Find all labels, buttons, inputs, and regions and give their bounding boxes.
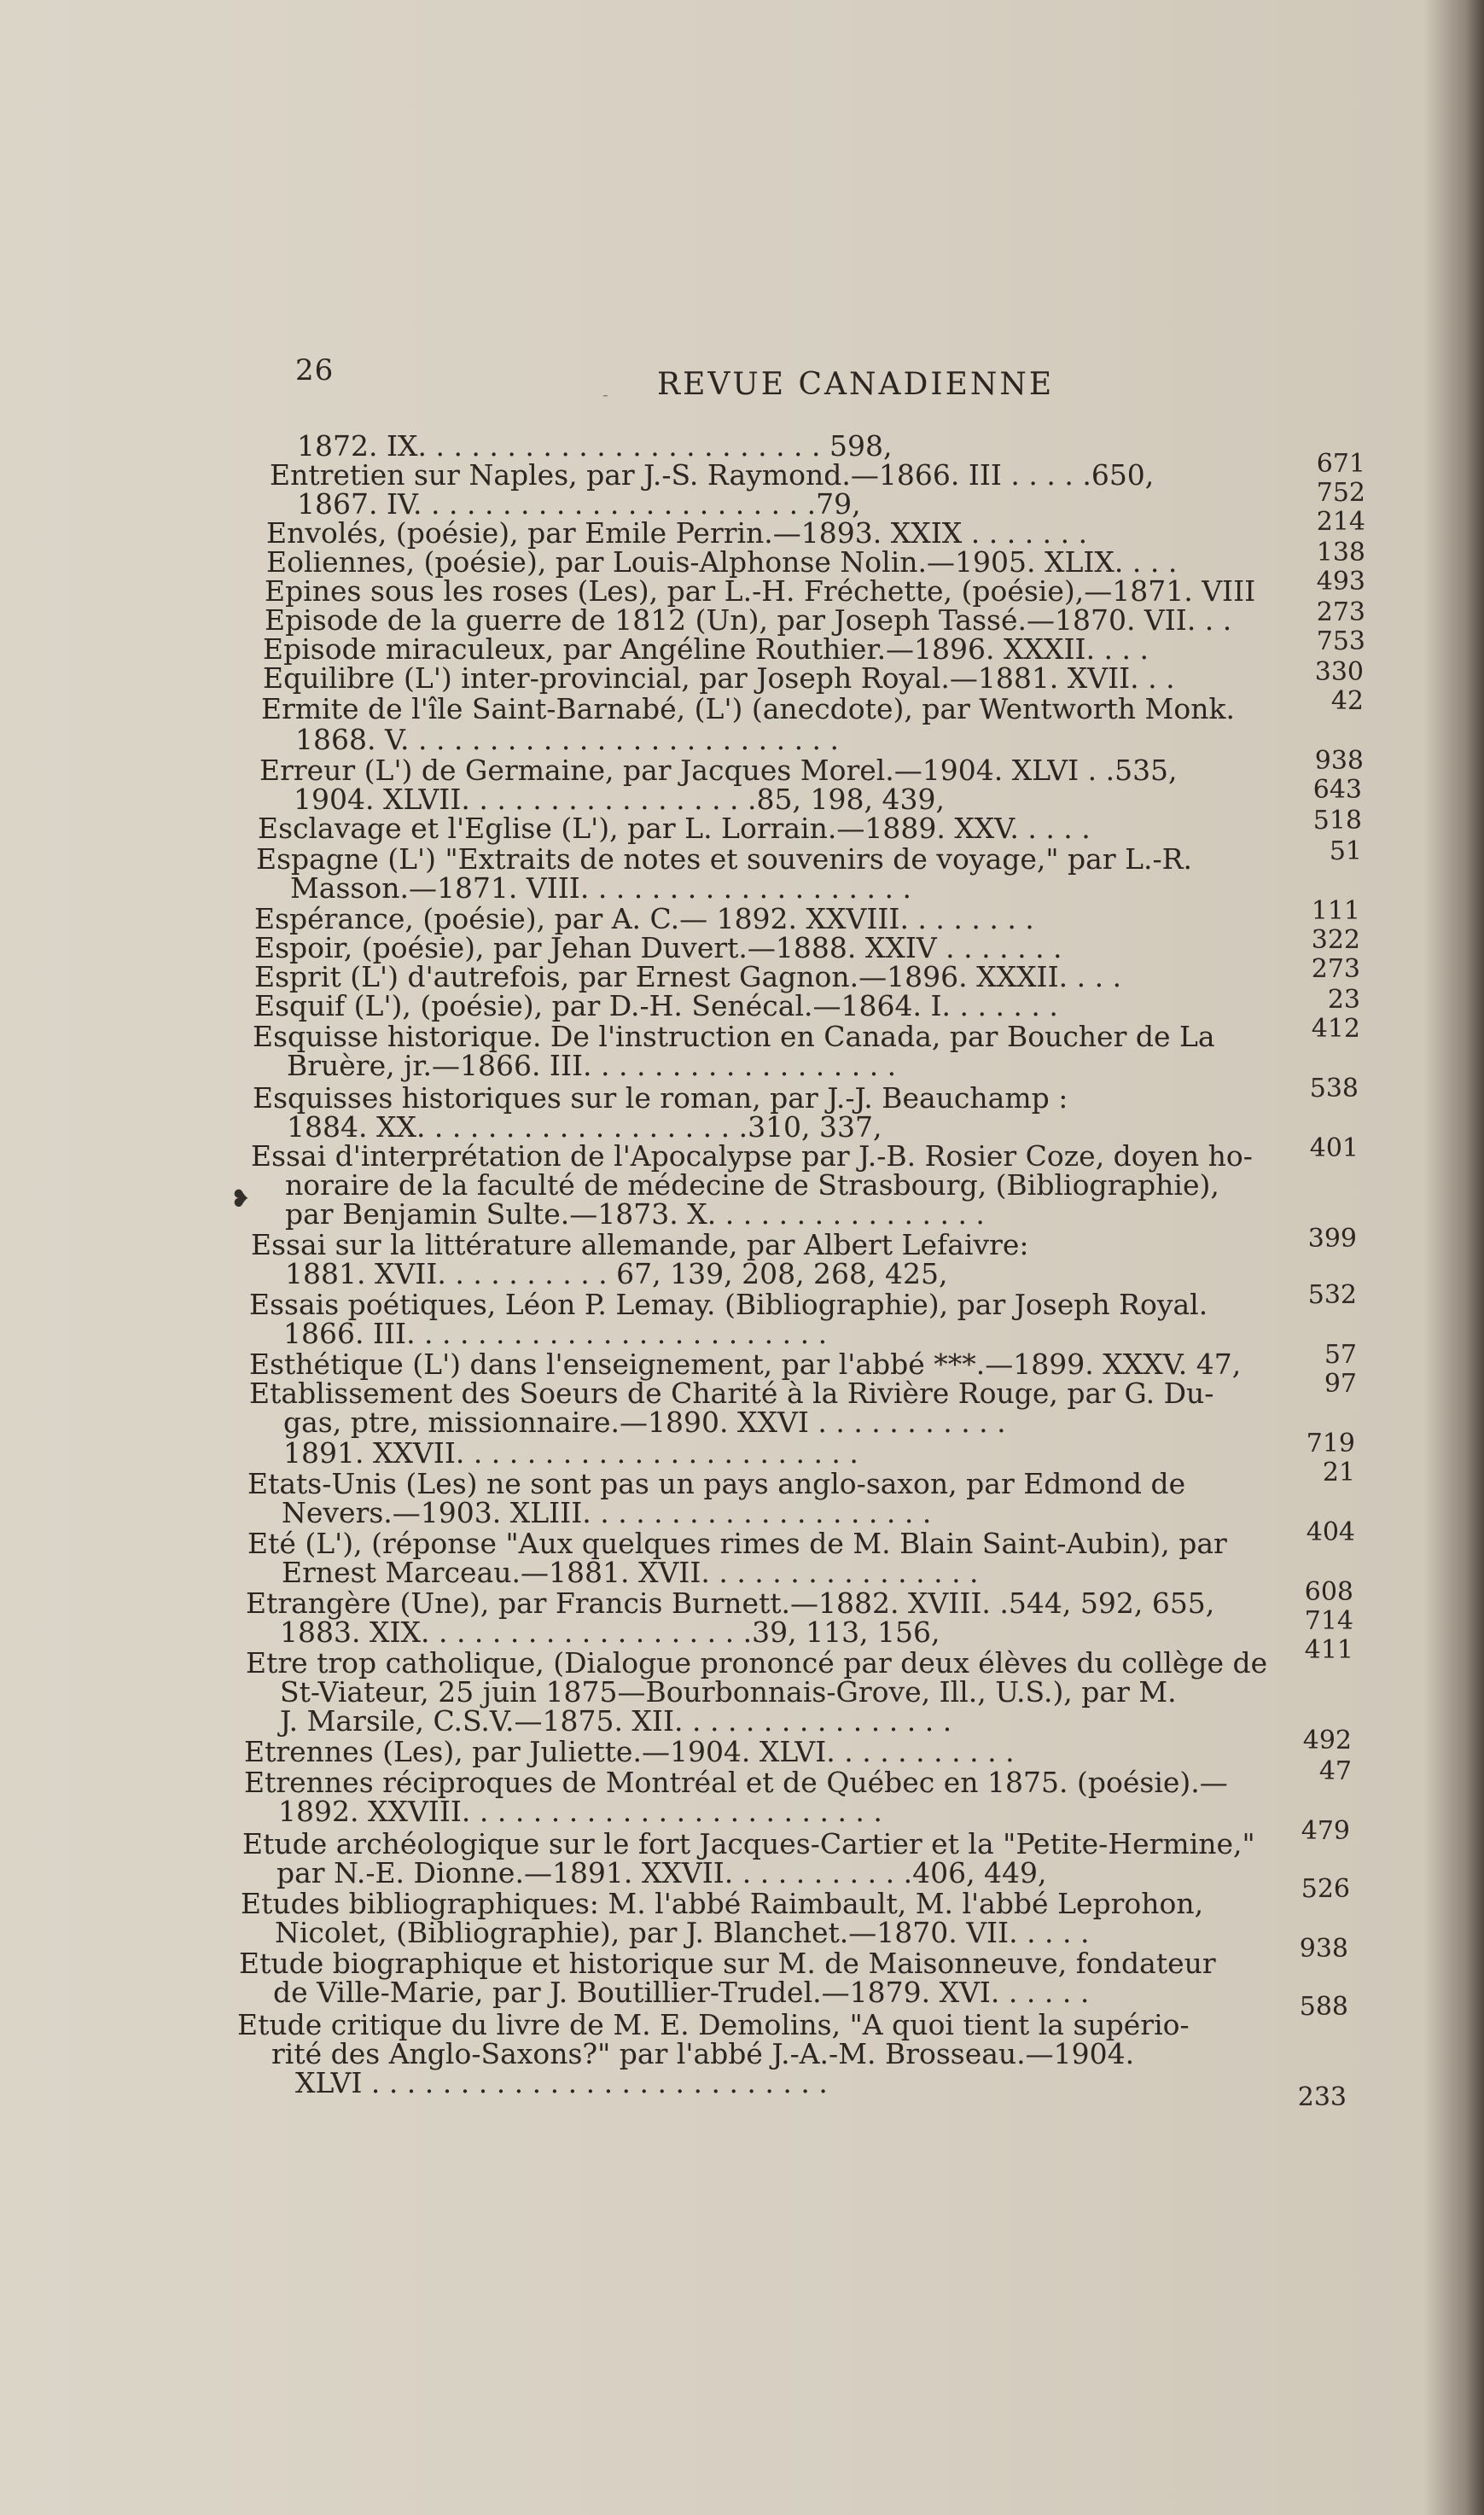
- index-line: noraire de la faculté de médecine de Strasbourg, (Bibliographie),: [285, 1168, 1219, 1202]
- index-line: par N.-E. Dionne.—1891. XXVII. . . . . . . . . . .406, 449,: [276, 1856, 1047, 1889]
- index-line: Etrangère (Une), par Francis Burnett.—1882. XVIII. .544, 592, 655,: [246, 1586, 1215, 1620]
- page-reference: 23: [1327, 985, 1360, 1015]
- index-line: Etude biographique et historique sur M. de Maisonneuve, fondateur: [239, 1947, 1216, 1980]
- index-line: Essai d'interprétation de l'Apocalypse par J.-B. Rosier Coze, doyen ho-: [251, 1139, 1253, 1173]
- index-line: Esclavage et l'Eglise (L'), par L. Lorrain.—1889. XXV. . . . .: [258, 812, 1091, 845]
- page-reference: 608: [1304, 1577, 1353, 1607]
- index-line: 1872. IX. . . . . . . . . . . . . . . . . . . . . . . 598,: [297, 429, 893, 463]
- page-reference: 97: [1324, 1369, 1357, 1399]
- index-line: Ernest Marceau.—1881. XVII. . . . . . . . . . . . . . . .: [282, 1556, 979, 1589]
- index-line: Esprit (L') d'autrefois, par Ernest Gagnon.—1896. XXXII. . . .: [254, 960, 1122, 993]
- page-reference: 47: [1318, 1756, 1352, 1786]
- page-reference: 643: [1312, 775, 1362, 805]
- page-reference: 752: [1316, 478, 1365, 508]
- page-reference: 404: [1306, 1517, 1355, 1547]
- page-reference: 401: [1309, 1133, 1359, 1163]
- page-reference: 273: [1311, 954, 1360, 984]
- index-line: Equilibre (L') inter-provincial, par Joseph Royal.—1881. XVII. . .: [263, 661, 1175, 695]
- margin-mark: ❥: [230, 1185, 251, 1213]
- page-reference: 51: [1329, 836, 1362, 866]
- index-line: 1891. XXVII. . . . . . . . . . . . . . . . . . . . . . .: [283, 1436, 858, 1470]
- page-reference: 671: [1316, 449, 1365, 479]
- page-reference: 399: [1307, 1224, 1357, 1254]
- index-line: de Ville-Marie, par J. Boutillier-Trudel.—1879. XVI. . . . . .: [273, 1976, 1090, 2009]
- index-line: Etude archéologique sur le fort Jacques-Cartier et la "Petite-Hermine,": [242, 1827, 1255, 1860]
- index-line: Etre trop catholique, (Dialogue prononcé par deux élèves du collège de: [246, 1646, 1268, 1680]
- page-reference: 588: [1299, 1992, 1348, 2022]
- index-line: Etablissement des Soeurs de Charité à la Rivière Rouge, par G. Du-: [249, 1377, 1214, 1410]
- index-line: XLVI . . . . . . . . . . . . . . . . . . . . . . . . . .: [295, 2066, 828, 2099]
- index-line: gas, ptre, missionnaire.—1890. XXVI . . . . . . . . . . .: [283, 1406, 1006, 1439]
- page-reference: 214: [1316, 507, 1365, 537]
- page-reference: 938: [1299, 1934, 1348, 1964]
- index-line: St-Viateur, 25 juin 1875—Bourbonnais-Grove, Ill., U.S.), par M.: [280, 1675, 1177, 1709]
- index-line: Etudes bibliographiques: M. l'abbé Raimbault, M. l'abbé Leprohon,: [241, 1887, 1204, 1920]
- page-reference: 493: [1316, 567, 1365, 597]
- page-reference: 42: [1330, 686, 1364, 716]
- page-reference: 273: [1316, 597, 1365, 627]
- index-line: Bruère, jr.—1866. III. . . . . . . . . . . . . . . . . .: [287, 1049, 897, 1082]
- page-reference: 138: [1316, 538, 1365, 568]
- index-line: Episode miraculeux, par Angéline Routhier.—1896. XXXII. . . .: [263, 632, 1149, 666]
- index-line: J. Marsile, C.S.V.—1875. XII. . . . . . . . . . . . . . . .: [280, 1704, 952, 1738]
- page-reference: 57: [1324, 1340, 1357, 1370]
- index-line: Masson.—1871. VIII. . . . . . . . . . . . . . . . . . .: [290, 871, 911, 905]
- page-reference: 479: [1301, 1816, 1350, 1846]
- page-reference: 330: [1314, 657, 1364, 687]
- index-line: 1867. IV. . . . . . . . . . . . . . . . . . . . . . .79,: [297, 487, 861, 521]
- index-line: Essai sur la littérature allemande, par Albert Lefaivre:: [251, 1228, 1029, 1261]
- page-reference: 322: [1311, 925, 1360, 955]
- index-line: Nevers.—1903. XLIII. . . . . . . . . . . . . . . . . . . .: [282, 1496, 932, 1529]
- index-line: rité des Anglo-Saxons?" par l'abbé J.-A.-M. Brosseau.—1904.: [271, 2037, 1135, 2070]
- index-line: Epines sous les roses (Les), par L.-H. Fréchette, (poésie),—1871. VIII: [265, 574, 1256, 608]
- index-line: 1868. V. . . . . . . . . . . . . . . . . . . . . . . . .: [295, 723, 840, 756]
- index-line: Eoliennes, (poésie), par Louis-Alphonse Nolin.—1905. XLIX. . . .: [266, 545, 1178, 579]
- index-line: Essais poétiques, Léon P. Lemay. (Bibliographie), par Joseph Royal.: [249, 1288, 1208, 1321]
- index-line: 1881. XVII. . . . . . . . . . 67, 139, 208, 268, 425,: [285, 1257, 948, 1290]
- page-reference: 492: [1302, 1726, 1352, 1755]
- index-line: 1904. XLVII. . . . . . . . . . . . . . . . .85, 198, 439,: [294, 783, 945, 816]
- page-reference: 526: [1301, 1874, 1350, 1904]
- page-reference: 714: [1304, 1606, 1353, 1636]
- page-reference: 518: [1312, 806, 1362, 835]
- running-title: REVUE CANADIENNE: [657, 367, 1055, 402]
- index-line: Episode de la guerre de 1812 (Un), par Joseph Tassé.—1870. VII. . .: [265, 603, 1232, 637]
- index-line: par Benjamin Sulte.—1873. X. . . . . . . . . . . . . . . .: [285, 1197, 985, 1231]
- index-line: 1892. XXVIII. . . . . . . . . . . . . . . . . . . . . . . .: [278, 1795, 882, 1828]
- index-line: Etrennes réciproques de Montréal et de Québec en 1875. (poésie).—: [244, 1766, 1228, 1799]
- index-line: Entretien sur Naples, par J.-S. Raymond.—1866. III . . . . .650,: [270, 458, 1155, 492]
- page-reference: 938: [1314, 746, 1364, 776]
- index-line: Espoir, (poésie), par Jehan Duvert.—1888. XXIV . . . . . . .: [254, 931, 1062, 964]
- page-reference: 412: [1311, 1014, 1360, 1044]
- index-line: Etrennes (Les), par Juliette.—1904. XLVI. . . . . . . . . . .: [244, 1735, 1015, 1768]
- page-reference: 538: [1309, 1074, 1359, 1103]
- index-line: 1884. XX. . . . . . . . . . . . . . . . . . .310, 337,: [287, 1110, 882, 1144]
- index-line: 1866. III. . . . . . . . . . . . . . . . . . . . . . . .: [283, 1317, 828, 1350]
- index-line: Erreur (L') de Germaine, par Jacques Morel.—1904. XLVI . .535,: [259, 754, 1178, 787]
- page-reference: 411: [1304, 1635, 1353, 1665]
- index-line: Etude critique du livre de M. E. Demolins, "A quoi tient la supério-: [237, 2008, 1190, 2041]
- index-line: Esquisses historiques sur le roman, par J.-J. Beauchamp :: [253, 1081, 1068, 1115]
- page-reference: 532: [1307, 1280, 1357, 1310]
- index-line: 1883. XIX. . . . . . . . . . . . . . . . . . .39, 113, 156,: [280, 1616, 940, 1649]
- index-line: Espérance, (poésie), par A. C.— 1892. XXVIII. . . . . . . .: [254, 902, 1034, 935]
- page-number: 26: [295, 353, 335, 387]
- index-line: Ermite de l'île Saint-Barnabé, (L') (anecdote), par Wentworth Monk.: [261, 692, 1235, 725]
- page-reference: 753: [1316, 626, 1365, 656]
- index-line: Eté (L'), (réponse "Aux quelques rimes de M. Blain Saint-Aubin), par: [247, 1527, 1227, 1560]
- header-dash-mark: -: [602, 384, 608, 405]
- index-line: Envolés, (poésie), par Emile Perrin.—1893. XXIX . . . . . . .: [266, 516, 1088, 550]
- page-reference: 233: [1297, 2082, 1347, 2112]
- index-line: Esthétique (L') dans l'enseignement, par l'abbé ***.—1899. XXXV. 47,: [249, 1348, 1242, 1381]
- index-line: Espagne (L') "Extraits de notes et souvenirs de voyage," par L.-R.: [256, 842, 1193, 876]
- page-reference: 111: [1311, 896, 1360, 926]
- page-reference: 719: [1306, 1429, 1355, 1458]
- page-reference: 21: [1322, 1458, 1355, 1487]
- index-line: Esquif (L'), (poésie), par D.-H. Senécal.—1864. I. . . . . . .: [254, 989, 1058, 1022]
- index-line: Etats-Unis (Les) ne sont pas un pays anglo-saxon, par Edmond de: [247, 1467, 1186, 1500]
- index-line: Nicolet, (Bibliographie), par J. Blanchet.—1870. VII. . . . .: [275, 1916, 1090, 1949]
- index-line: Esquisse historique. De l'instruction en Canada, par Boucher de La: [253, 1020, 1215, 1053]
